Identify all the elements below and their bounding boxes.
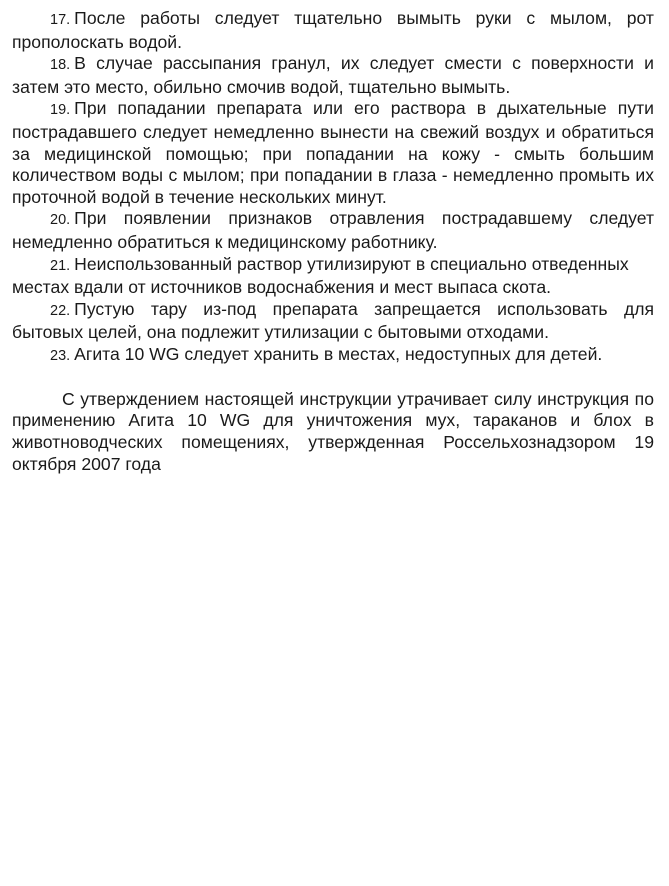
item-text: В случае рассыпания гранул, их следует смести с поверхности и затем это место, обильно смочив водой, тщательно вымыть. bbox=[12, 53, 654, 97]
item-number: 23. bbox=[50, 347, 71, 364]
item-text: Агита 10 WG следует хранить в местах, недоступных для детей. bbox=[74, 343, 603, 364]
document-page bbox=[12, 8, 654, 476]
item-number: 17. bbox=[50, 12, 71, 28]
item-text: При попадании препарата или его раствора в дыхательные пути пострадавшего следует немедленно вынести на свежий воздух и обратиться за медицинской помощью; при попадании на кожу - смыть большим количеством воды с мылом; при попадании в глаза - немедленно промыть их проточной водой в течение нескольких минут. bbox=[12, 98, 654, 207]
item-text: Пустую тару из-под препарата запрещается использовать для бытовых целей, она подлежит утилизации с бытовыми отходами. bbox=[12, 298, 654, 343]
item-number: 22. bbox=[50, 302, 71, 319]
item-text: Неиспользованный раствор утилизируют в специально отведенных местах вдали от источников водоснабжения и мест выпаса скота. bbox=[12, 253, 629, 298]
item-text: После работы следует тщательно вымыть руки с мылом, рот прополоскать водой. bbox=[12, 8, 654, 52]
instruction-item-17 bbox=[12, 8, 654, 53]
instruction-item-20 bbox=[12, 208, 654, 253]
item-number: 18. bbox=[50, 57, 71, 74]
item-number: 21. bbox=[50, 257, 71, 274]
item-number: 20. bbox=[50, 212, 71, 229]
instruction-item-22 bbox=[12, 299, 654, 344]
instruction-item-18 bbox=[12, 53, 654, 98]
instruction-item-23 bbox=[12, 344, 654, 368]
item-number: 19. bbox=[50, 102, 71, 119]
item-text: При появлении признаков отравления пострадавшему следует немедленно обратиться к медицинскому работнику. bbox=[12, 208, 654, 252]
instruction-item-21 bbox=[12, 254, 654, 299]
instruction-item-19 bbox=[12, 98, 654, 208]
closing-paragraph: С утверждением настоящей инструкции утрачивает силу инструкция по применению Агита 10 WG для уничтожения мух, тараканов и блох в животноводческих помещениях, утвержденная Россельхознадзором 19 октября 2007 года bbox=[12, 388, 654, 474]
